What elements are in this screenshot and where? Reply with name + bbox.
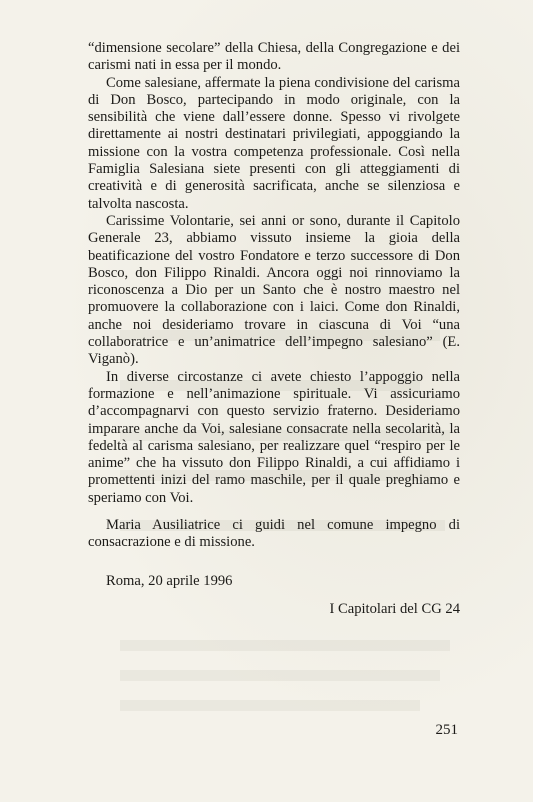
bleed-through-line xyxy=(120,700,420,711)
paragraph: Come salesiane, affermate la piena condivisione del carisma di Don Bosco, partecipando in modo originale, con la sensibilità che viene dall’essere donne. Spesso vi rivolgete direttamente ai nostri destinatari privilegiati, appoggiando la missione con la vostra competenza professionale. Così nella Famiglia Salesiana siete presenti con gli atteggiamenti di creatività e di generosità sacrificata, anche se silenziosa e talvolta nascosta. xyxy=(88,74,460,212)
page-number: 251 xyxy=(435,722,458,738)
paragraph-closing: Maria Ausiliatrice ci guidi nel comune impegno di consacrazione e di missione. xyxy=(88,517,460,551)
letter-date: Roma, 20 aprile 1996 xyxy=(106,573,233,589)
paragraph-continuation: “dimensione secolare” della Chiesa, della Congregazione e dei carismi nati in essa per il mondo. xyxy=(88,40,460,74)
paragraph: Carissime Volontarie, sei anni or sono, durante il Capitolo Generale 23, abbiamo vissuto insieme la gioia della beatificazione del vostro Fondatore e terzo successore di Don Bosco, don Filippo Rinaldi. Ancora oggi noi rinnoviamo la riconoscenza a Dio per un Santo che è nostro maestro nel promuovere la collaborazione con i laici. Come don Rinaldi, anche noi desideriamo trovare in ciascuna di Voi “una collaboratrice e un’animatrice dell’impegno salesiano” (E. Viganò). xyxy=(88,212,460,368)
bleed-through-line xyxy=(120,670,440,681)
bleed-through-line xyxy=(120,640,450,651)
letter-signature: I Capitolari del CG 24 xyxy=(329,601,460,617)
letter-body xyxy=(88,40,460,552)
paragraph: In diverse circostanze ci avete chiesto l’appoggio nella formazione e nell’animazione spirituale. Vi assicuriamo d’accompagnarvi con questo servizio fraterno. Desideriamo imparare anche da Voi, salesiane consacrate nella secolarità, la fedeltà al carisma salesiano, per realizzare quel “respiro per le anime” che ha vissuto don Filippo Rinaldi, a cui affidiamo i promettenti inizi del ramo maschile, per il quale preghiamo e speriamo con Voi. xyxy=(88,368,460,506)
